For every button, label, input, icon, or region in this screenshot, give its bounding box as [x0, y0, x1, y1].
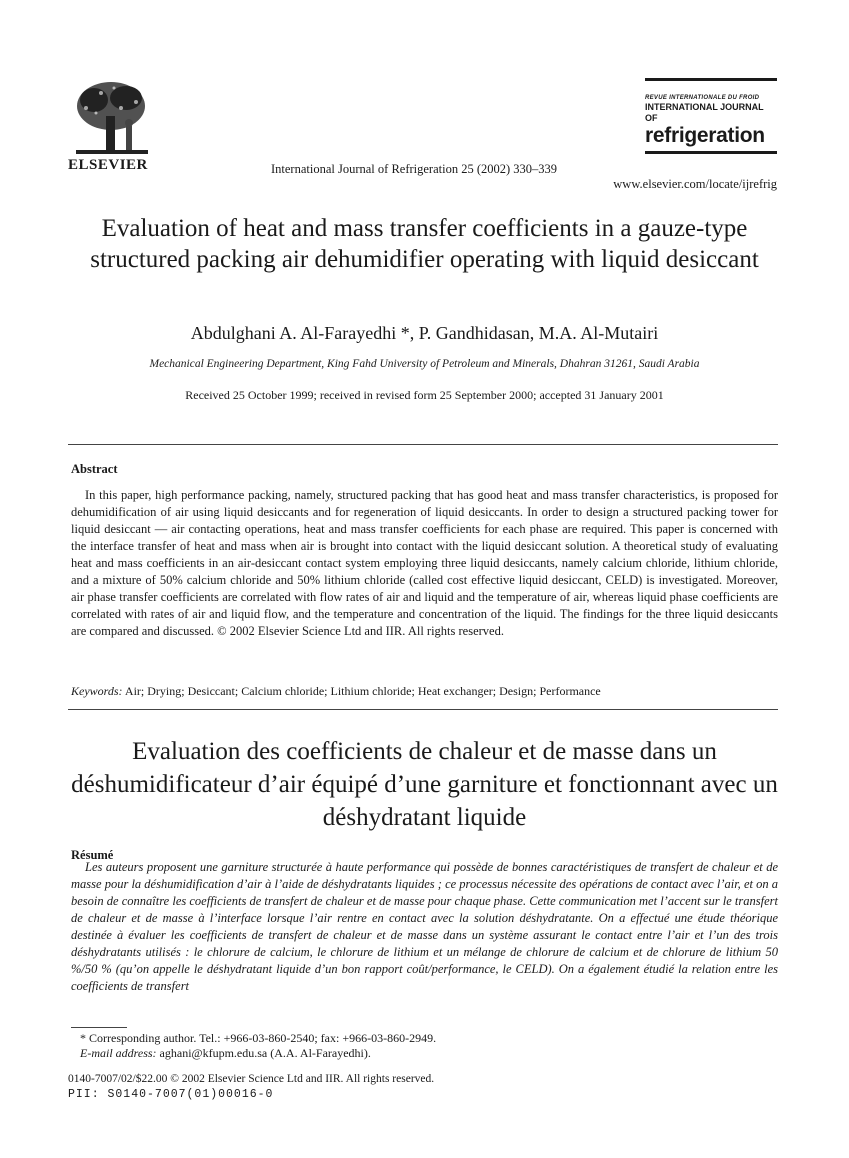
copyright-line: 0140-7007/02/$22.00 © 2002 Elsevier Science Ltd and IIR. All rights reserved. — [68, 1073, 435, 1085]
email-address[interactable]: aghani@kfupm.edu.sa (A.A. Al-Farayedhi). — [159, 1046, 371, 1060]
divider — [68, 444, 778, 445]
divider — [68, 709, 778, 710]
email-label: E-mail address: — [80, 1046, 157, 1060]
resume-text: Les auteurs proposent une garniture structurée à haute performance qui possède de bonnes caractéristiques de transfert de chaleur et de masse pour la déshumidification d’air à l’aide de déshydratants liquides ; ce processus nécessite des opérations de contact avec l’air, et on a besoin de connaître les coefficients de transfert de chaleur et de masse pour chaque phase. Cette communication met l’accent sur le transfert de chaleur et de masse à l’interface lorsque l’air rentre en contact avec la solution déshydratante. On a effectué une étude théorique destinée à évaluer les coefficients de transfert de chaleur et de masse dans un système assurant le contact entre l’air et l’un des trois déshydratants utilisés : le chlorure de calcium, le chlorure de lithium et un mélange de chlorure de calcium et de chlorure de lithium 50 %/50 % (qu’on appelle le déshydratant liquide d’un bon rapport coût/performance, le CELD). On a également étudié la relation entre les coefficients de transfert — [71, 860, 778, 993]
resume-heading: Résumé — [71, 848, 114, 862]
publisher-name: ELSEVIER — [68, 157, 148, 173]
affiliation: Mechanical Engineering Department, King Fahd University of Petroleum and Minerals, Dhahran 31261, Saudi Arabia — [149, 358, 700, 370]
email-note — [80, 1046, 371, 1061]
corresponding-author-note: * Corresponding author. Tel.: +966-03-860-2540; fax: +966-03-860-2949. — [80, 1031, 437, 1045]
brand-rule-top — [645, 78, 777, 81]
authors: Abdulghani A. Al-Farayedhi *, P. Gandhidasan, M.A. Al-Mutairi — [190, 323, 659, 343]
footnote-rule — [71, 1027, 127, 1028]
keywords-label: Keywords: — [71, 684, 123, 698]
article-title: Evaluation of heat and mass transfer coefficients in a gauze-type structured packing air dehumidifier operating with liquid desiccant — [90, 215, 759, 273]
received-dates: Received 25 October 1999; received in revised form 25 September 2000; accepted 31 January 2001 — [185, 388, 664, 402]
journal-url[interactable]: www.elsevier.com/locate/ijrefrig — [613, 177, 777, 191]
keywords-list: Air; Drying; Desiccant; Calcium chloride; Lithium chloride; Heat exchanger; Design; Performance — [124, 684, 601, 698]
french-title: Evaluation des coefficients de chaleur et de masse dans un déshumidificateur d’air équipé d’une garniture et fonctionnant avec un déshydratant liquide — [71, 738, 778, 831]
journal-citation: International Journal of Refrigeration 25 (2002) 330–339 — [271, 162, 558, 176]
brand-rule-bottom — [645, 151, 777, 154]
keywords — [71, 684, 601, 699]
journal-brand — [645, 78, 777, 154]
pii-line: PII: S0140-7007(01)00016-0 — [68, 1088, 274, 1101]
brand-small-text: REVUE INTERNATIONALE DU FROID — [645, 95, 760, 101]
abstract-text: In this paper, high performance packing, namely, structured packing that has good heat and mass transfer characteristics, is proposed for dehumidification of air using liquid desiccants and for regeneration of liquid desiccants. In order to design a structured packing tower for liquid desiccant — air contacting operations, heat and mass transfer coefficients for each phase are required. This paper is concerned with the interface transfer of heat and mass when air is brought into contact with the liquid desiccant solution. A theoretical study of evaluating heat and mass coefficients in an air-desiccant contact system employing three liquid desiccants, namely calcium chloride, lithium chloride, and a mixture of 50% calcium chloride and 50% lithium chloride (called cost effective liquid desiccant, CELD) is investigated. Moreover, air phase transfer coefficients are correlated with flow rates of air and liquid and the temperature of air, whereas liquid phase coefficients are correlated with rates of air and liquid flow, and the temperature and concentration of the liquid. The findings for the three liquid desiccants are compared and discussed. © 2002 Elsevier Science Ltd and IIR. All rights reserved. — [71, 488, 778, 638]
abstract-heading: Abstract — [71, 462, 118, 476]
brand-mid-text: INTERNATIONAL JOURNAL OF — [645, 102, 764, 123]
brand-big-text: refrigeration — [645, 124, 765, 147]
